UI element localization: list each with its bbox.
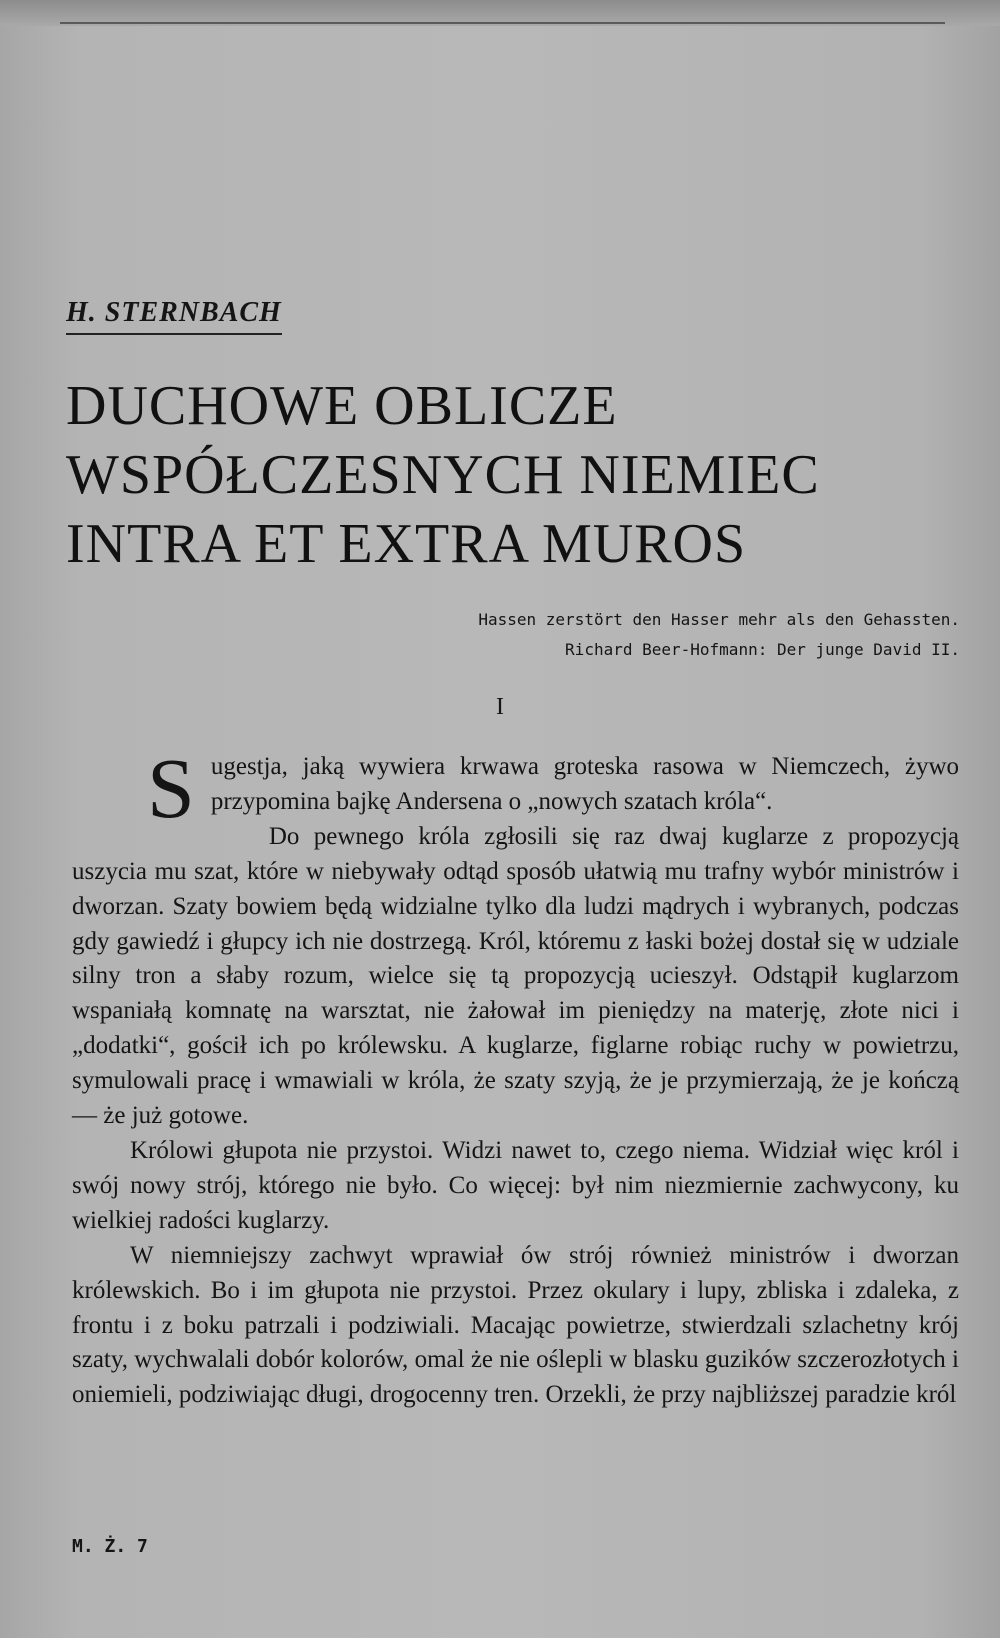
epigraph (160, 605, 960, 665)
title-line: INTRA ET EXTRA MUROS (66, 513, 747, 575)
title-line: DUCHOWE OBLICZE (66, 375, 618, 437)
article-body (72, 740, 959, 1413)
article-title (66, 372, 946, 579)
author-name: H. STERNBACH (66, 297, 282, 335)
first-paragraph-text: ugestja, jaką wywiera krwawa groteska rasowa w Niemczech, żywo przypomina bajkę Andersena o „nowych szatach króla“. (210, 753, 959, 815)
signature-mark: M. Ż. 7 (72, 1536, 148, 1557)
section-number: I (496, 694, 504, 720)
drop-cap: S (147, 740, 195, 836)
body-paragraph: Królowi głupota nie przystoi. Widzi nawet to, czego niema. Widział więc król i swój nowy strój, którego nie było. Co więcej: był nim niezmiernie zachwycony, ku wielkiej radości kuglarzy. (72, 1136, 959, 1234)
header-rule (60, 22, 945, 24)
epigraph-quote: Hassen zerstört den Hasser mehr als den Gehassten. (478, 610, 960, 629)
body-paragraph: Do pewnego króla zgłosili się raz dwaj kuglarze z propozycją uszycia mu szat, które w niebywały odtąd sposób ułatwią mu trafny wybór ministrów i dworzan. Szaty bowiem będą widzialne tylko dla ludzi mądrych i wybranych, podczas gdy gawiedź i głupcy ich nie dostrzegą. Król, któremu z łaski bożej dostał się w udziale silny tron a słaby rozum, wielce się tą propozycją ucieszył. Odstąpił kuglarzom wspaniałą komnatę na warsztat, nie żałował im pieniędzy na materję, złote nici i „dodatki“, gościł ich po królewsku. A kuglarze, figlarne robiąc ruchy w powietrzu, symulowali pracę i wmawiali w króla, że szaty szyją, że je przymierzają, że je kończą — że już gotowe. (72, 822, 959, 1130)
first-paragraph (72, 740, 959, 836)
page-header-band (0, 0, 1000, 26)
title-line: WSPÓŁCZESNYCH NIEMIEC (66, 444, 820, 506)
epigraph-source: Richard Beer-Hofmann: Der junge David II. (565, 640, 960, 659)
body-paragraph: W niemniejszy zachwyt wprawiał ów strój również ministrów i dworzan królewskich. Bo i im głupota nie przystoi. Przez okulary i lupy, zbliska i zdaleka, z frontu i z boku patrzali i podziwiali. Macając powietrze, stwierdzali szlachetny krój szaty, wychwalali dobór kolorów, omal że nie oślepli w blasku guzików szczerozłotych i oniemieli, podziwiając długi, drogocenny tren. Orzekli, że przy najbliższej paradzie król (72, 1241, 959, 1409)
